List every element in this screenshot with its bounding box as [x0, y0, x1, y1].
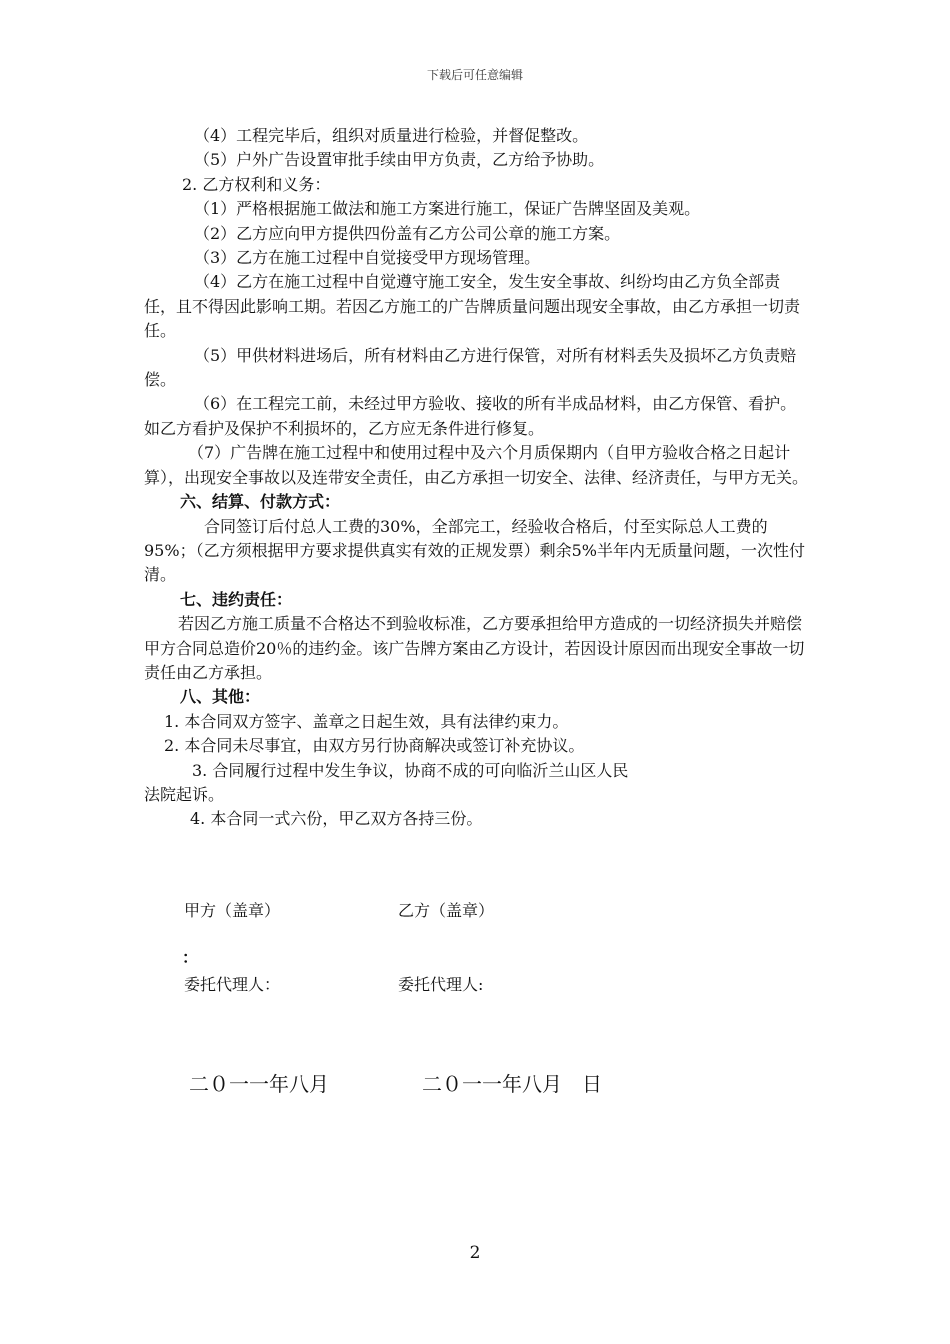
clause-b-1: （1）严格根据施工做法和施工方案进行施工，保证广告牌坚固及美观。: [194, 199, 701, 219]
page-number: 2: [469, 1243, 481, 1263]
other-item-3: 3. 合同履行过程中发生争议，协商不成的可向临沂兰山区人民: [192, 760, 629, 780]
breach-terms: 若因乙方施工质量不合格达不到验收标准，乙方要承担给甲方造成的一切经济损失并赔偿甲方合同总造价20％的违约金。该广告牌方案由乙方设计，若因设计原因而出现安全事故一切责任由乙方承担。: [144, 614, 805, 682]
party-a-seal-label: 甲方（盖章）: [184, 901, 281, 920]
clause-a-5: （5）户外广告设置审批手续由甲方负责，乙方给予协助。: [194, 150, 605, 170]
party-a-agent-label: 委托代理人：: [184, 975, 281, 994]
other-item-3-continued: 法院起诉。: [144, 784, 225, 804]
party-b-agent-label: 委托代理人:: [398, 975, 484, 994]
section-7-heading: 七、违约责任：: [180, 589, 293, 609]
page-header: 下载后可任意编辑: [426, 68, 523, 82]
payment-terms: 合同签订后付总人工费的30%，全部完工，经验收合格后，付至实际总人工费的95%；（乙方须根据甲方要求提供真实有效的正规发票）剩余5%半年内无质量问题，一次性付清。: [144, 516, 805, 585]
other-item-4: 4. 本合同一式六份，甲乙双方各持三份。: [190, 809, 483, 829]
stray-colon: ：: [182, 948, 199, 967]
section-party-b-heading: 2. 乙方权利和义务：: [182, 174, 331, 194]
clause-b-3: （3）乙方在施工过程中自觉接受甲方现场管理。: [194, 248, 541, 268]
other-item-2: 2. 本合同未尽事宜，由双方另行协商解决或签订补充协议。: [164, 736, 585, 756]
section-6-heading: 六、结算、付款方式：: [180, 492, 341, 512]
clause-b-6: （6）在工程完工前，未经过甲方验收、接收的所有半成品材料，由乙方保管、看护。如乙方看护及保护不利损坏的，乙方应无条件进行修复。: [144, 394, 797, 438]
section-8-heading: 八、其他：: [180, 687, 261, 707]
party-b-seal-label: 乙方（盖章）: [398, 901, 495, 920]
other-item-1: 1. 本合同双方签字、盖章之日起生效，具有法律约束力。: [164, 711, 569, 731]
party-a-date: 二０一一年八月: [189, 1072, 329, 1096]
clause-b-2: （2）乙方应向甲方提供四份盖有乙方公司公章的施工方案。: [194, 223, 621, 243]
party-b-date: 二０一一年八月 日: [422, 1072, 602, 1096]
clause-b-5: （5）甲供材料进场后，所有材料由乙方进行保管，对所有材料丢失及损坏乙方负责赔偿。: [144, 345, 797, 390]
clause-a-4: （4）工程完毕后，组织对质量进行检验，并督促整改。: [194, 126, 589, 145]
clause-b-4: （4）乙方在施工过程中自觉遵守施工安全，发生安全事故、纠纷均由乙方负全部责任，且不得因此影响工期。若因乙方施工的广告牌质量问题出现安全事故，由乙方承担一切责任。: [144, 272, 801, 341]
contract-body: [144, 124, 810, 832]
clause-b-7: （7）广告牌在施工过程中和使用过程中及六个月质保期内（自甲方验收合格之日起计算），出现安全事故以及连带安全责任，由乙方承担一切安全、法律、经济责任，与甲方无关。: [144, 443, 809, 487]
